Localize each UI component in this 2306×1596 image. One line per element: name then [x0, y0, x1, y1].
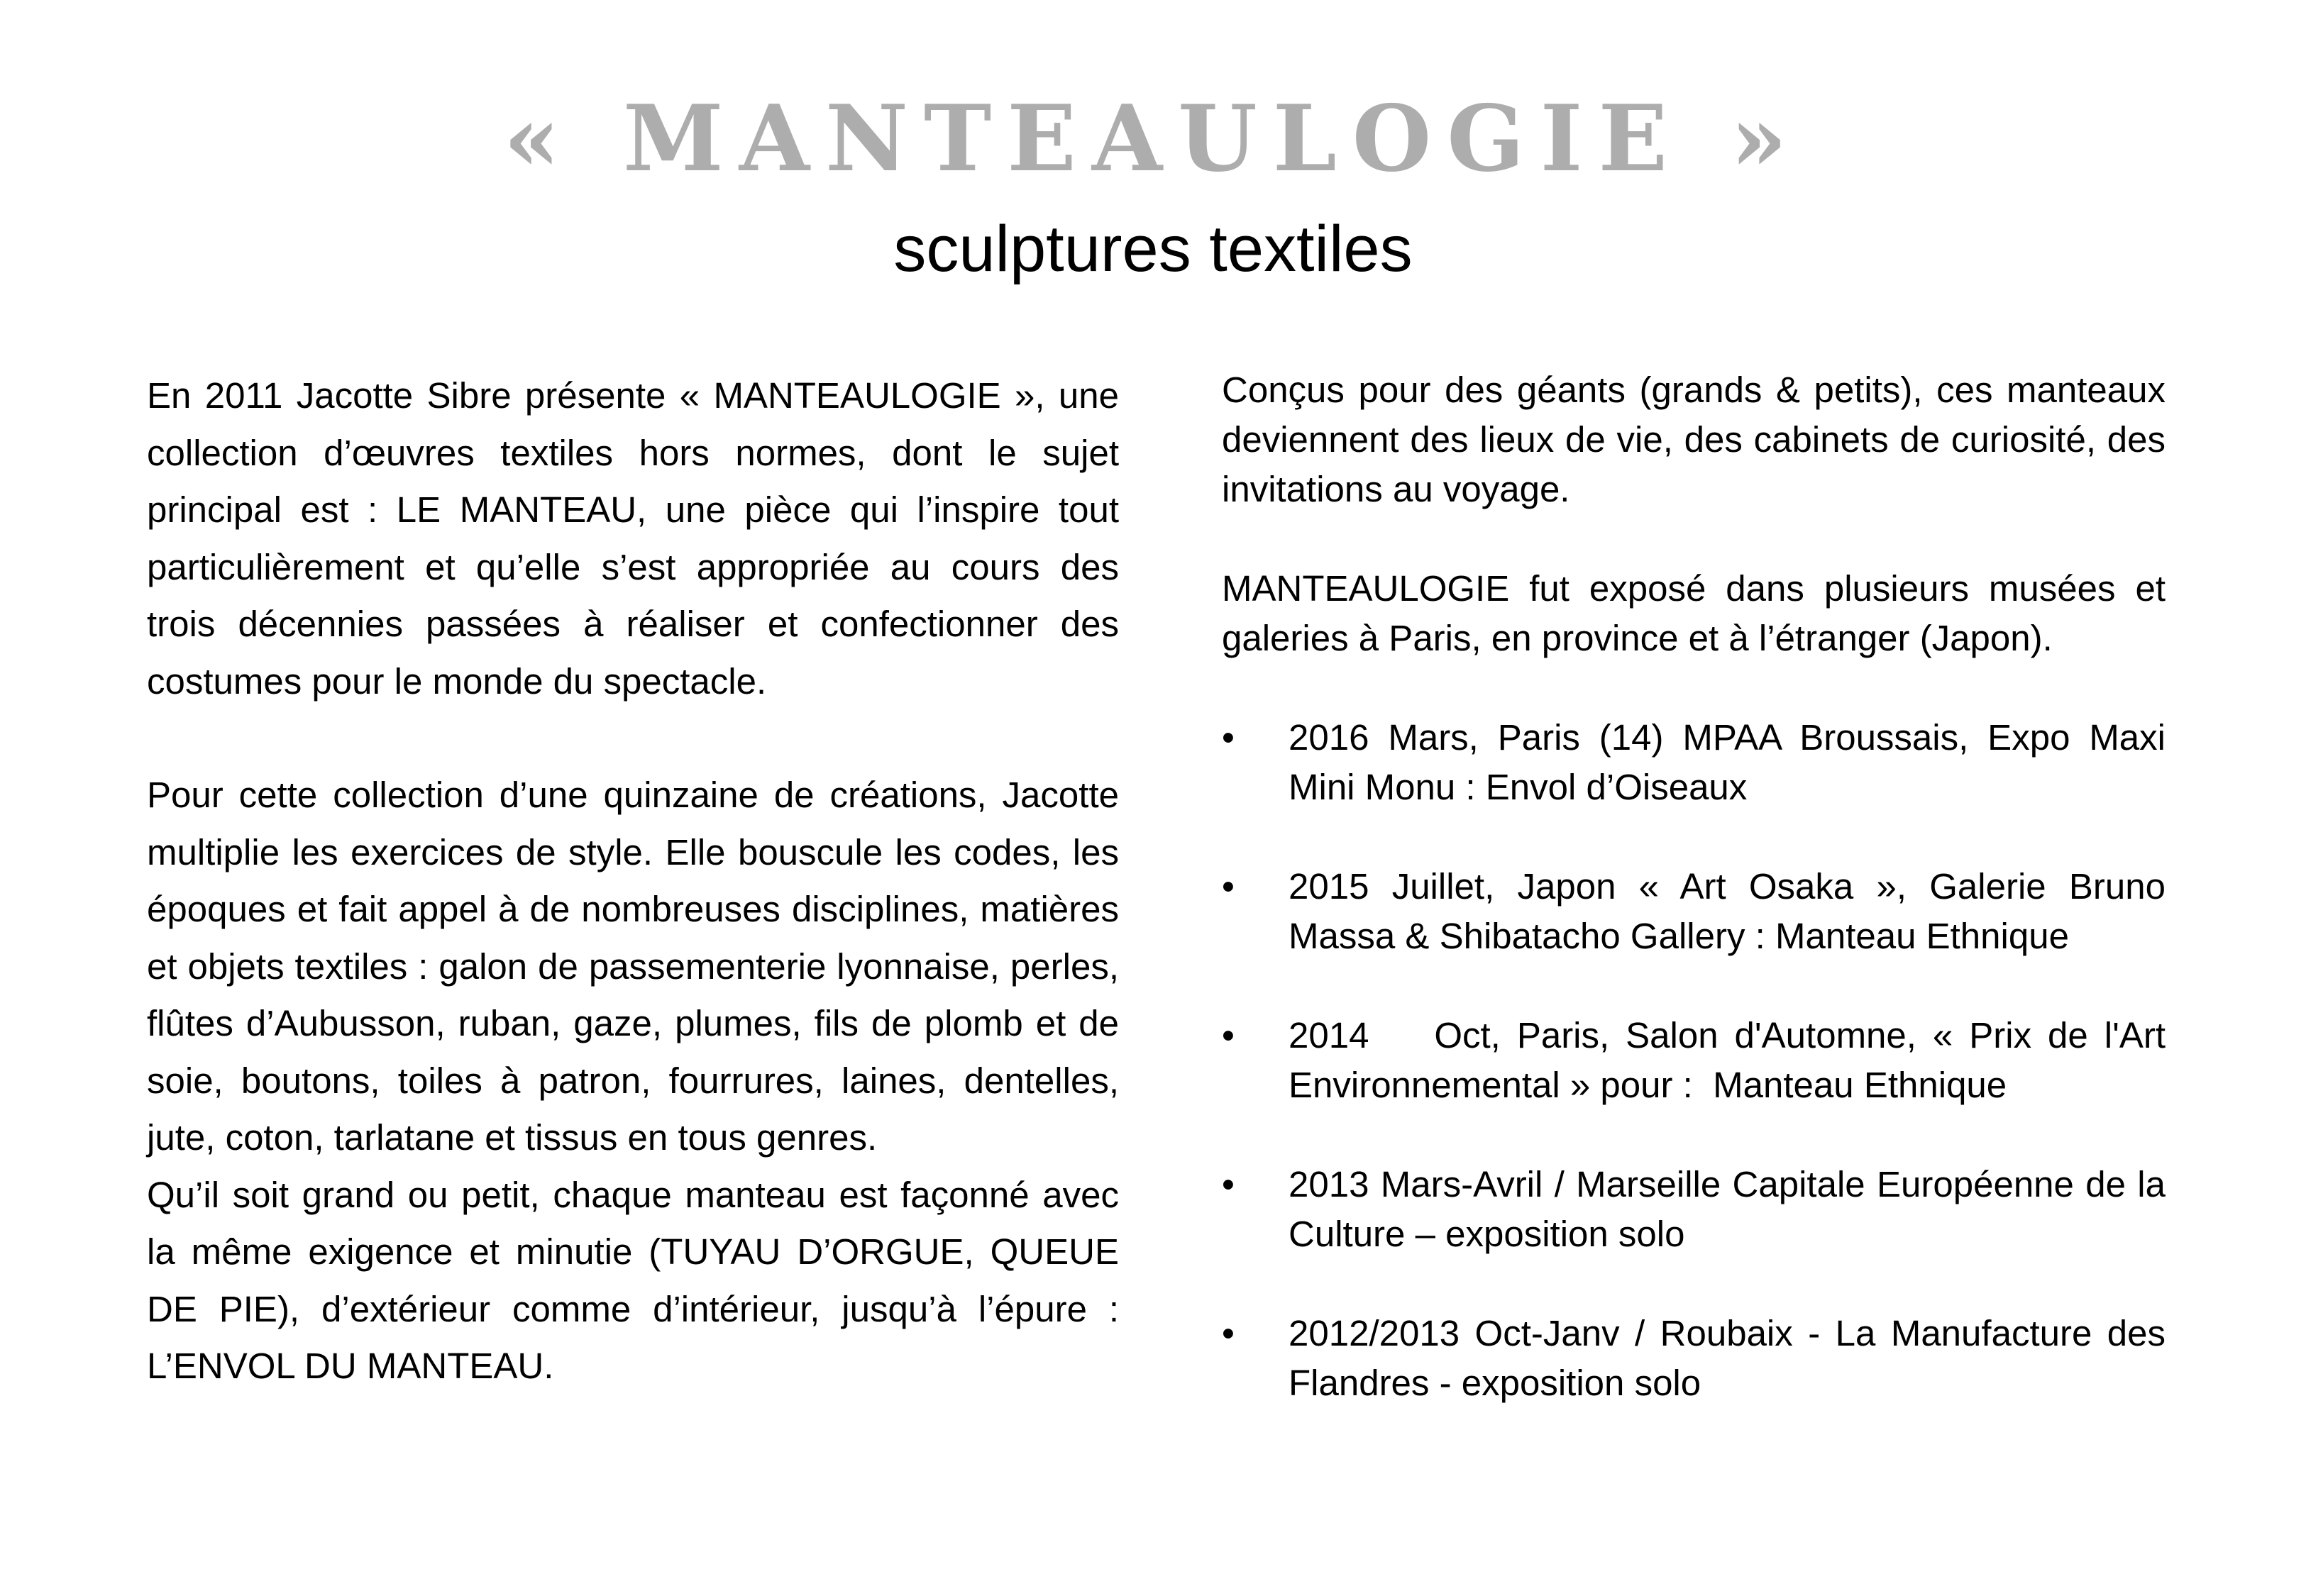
materials-paragraph: Pour cette collection d’une quinzaine de créations, Jacotte multiplie les exercices de style. Elle bouscule les codes, les époques et fait appel à de nombreuses disciplines, matières et objets textiles : galon de passementerie lyonnaise, perles, flûtes d’Aubusson, ruban, gaze, plumes, fils de plomb et de soie, boutons, toiles à patron, fourrures, laines, dentelles, jute, coton, tarlatane et tissus en tous genres.: [147, 775, 1119, 1158]
paragraph-spacer: [1222, 514, 2166, 564]
exhibition-item: [1222, 1160, 2166, 1259]
page-subtitle: sculptures textiles: [893, 213, 1413, 285]
exhibition-text: 2014 Oct, Paris, Salon d'Automne, « Prix de l'Art Environnemental » pour : Manteau Ethnique: [1289, 1015, 2176, 1105]
exhibition-text: 2013 Mars-Avril / Marseille Capitale Européenne de la Culture – exposition solo: [1289, 1164, 2166, 1254]
paragraph-spacer: [147, 710, 1119, 767]
bullet-icon: •: [1222, 1313, 1235, 1353]
exhibited-paragraph: MANTEAULOGIE fut exposé dans plusieurs musées et galeries à Paris, en province et à l’étranger (Japon).: [1222, 568, 2166, 658]
exhibition-item: [1222, 713, 2166, 812]
intro-paragraph: En 2011 Jacotte Sibre présente « MANTEAULOGIE », une collection d’œuvres textiles hors normes, dont le sujet principal est : LE MANTEAU, une pièce qui l’inspire tout particulièrement et qu’elle s’est appropriée au cours des trois décennies passées à réaliser et confectionner des costumes pour le monde du spectacle.: [147, 375, 1119, 702]
giants-paragraph: Conçus pour des géants (grands & petits), ces manteaux deviennent des lieux de vie, des cabinets de curiosité, des invitations au voyage.: [1222, 370, 2166, 509]
bullet-icon: •: [1222, 1164, 1235, 1204]
paragraph-spacer: [1222, 663, 2166, 713]
bullet-icon: •: [1222, 717, 1235, 758]
exhibition-text: 2012/2013 Oct-Janv / Roubaix - La Manufacture des Flandres - exposition solo: [1289, 1313, 2166, 1403]
exhibition-item: [1222, 862, 2166, 961]
page-title: « MANTEAULOGIE »: [503, 86, 1803, 192]
bullet-icon: •: [1222, 1015, 1235, 1055]
exhibition-item: [1222, 1309, 2166, 1408]
craft-paragraph: Qu’il soit grand ou petit, chaque manteau est façonné avec la même exigence et minutie (TUYAU D’ORGUE, QUEUE DE PIE), d’extérieur comme d’intérieur, jusqu’à l’épure : L’ENVOL DU MANTEAU.: [147, 1174, 1119, 1386]
bullet-icon: •: [1222, 866, 1235, 907]
exhibition-text: 2016 Mars, Paris (14) MPAA Broussais, Expo Maxi Mini Monu : Envol d’Oiseaux: [1289, 717, 2166, 807]
right-column: [1222, 365, 2176, 1458]
exhibition-item: [1222, 1011, 2176, 1110]
exhibition-list: [1222, 713, 2176, 1408]
exhibition-text: 2015 Juillet, Japon « Art Osaka », Galerie Bruno Massa & Shibatacho Gallery : Manteau Ethnique: [1289, 866, 2166, 956]
left-column: [147, 367, 1119, 1395]
